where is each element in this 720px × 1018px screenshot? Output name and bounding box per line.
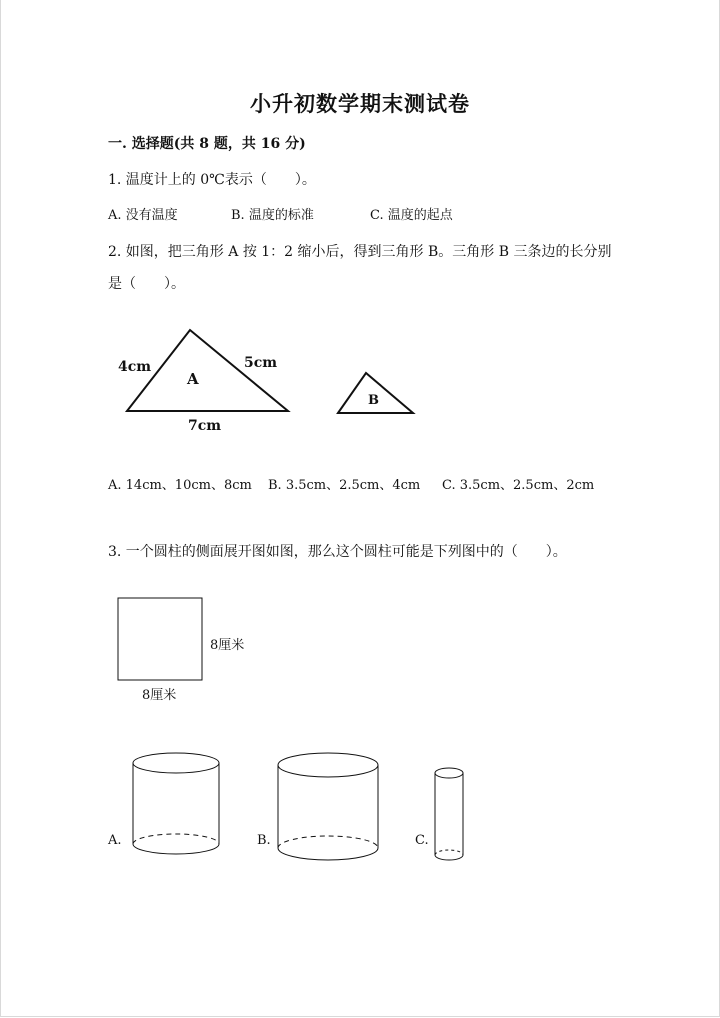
question-2-option-a: A. 14cm、10cm、8cm xyxy=(108,478,252,493)
triangle-b-label: B xyxy=(368,393,379,408)
net-square xyxy=(118,598,202,680)
triangle-a-left-side-label: 4cm xyxy=(118,359,152,375)
cylinder-c xyxy=(435,768,463,860)
triangle-a-base-label: 7cm xyxy=(188,418,222,434)
question-2-stem-line-2: 是（ ）。 xyxy=(108,276,185,292)
triangle-a-right-side-label: 5cm xyxy=(244,355,278,371)
question-2-stem-line-1: 2. 如图，把三角形 A 按 1：2 缩小后，得到三角形 B。三角形 B 三条边的长分别 xyxy=(108,244,612,260)
question-2-option-b: B. 3.5cm、2.5cm、4cm xyxy=(268,478,421,493)
question-2-option-c: C. 3.5cm、2.5cm、2cm xyxy=(442,478,595,493)
question-1-option-c: C. 温度的起点 xyxy=(370,208,453,223)
square-right-label: 8厘米 xyxy=(210,638,245,653)
question-1-option-a: A. 没有温度 xyxy=(108,208,178,223)
question-3-stem: 3. 一个圆柱的侧面展开图如图，那么这个圆柱可能是下列图中的（ ）。 xyxy=(108,544,567,560)
triangle-a-label: A xyxy=(187,370,199,388)
page-title: 小升初数学期末测试卷 xyxy=(250,91,470,116)
question-3-option-b: B. xyxy=(257,833,271,848)
question-3-option-c: C. xyxy=(415,833,429,848)
question-1-stem: 1. 温度计上的 0℃表示（ ）。 xyxy=(108,172,316,188)
cylinder-a xyxy=(133,753,219,854)
question-1-option-b: B. 温度的标准 xyxy=(231,208,314,223)
square-bottom-label: 8厘米 xyxy=(142,688,177,703)
cylinder-b xyxy=(278,753,378,860)
question-3-option-a: A. xyxy=(108,833,122,848)
section-heading: 一. 选择题(共 8 题，共 16 分) xyxy=(108,136,306,152)
